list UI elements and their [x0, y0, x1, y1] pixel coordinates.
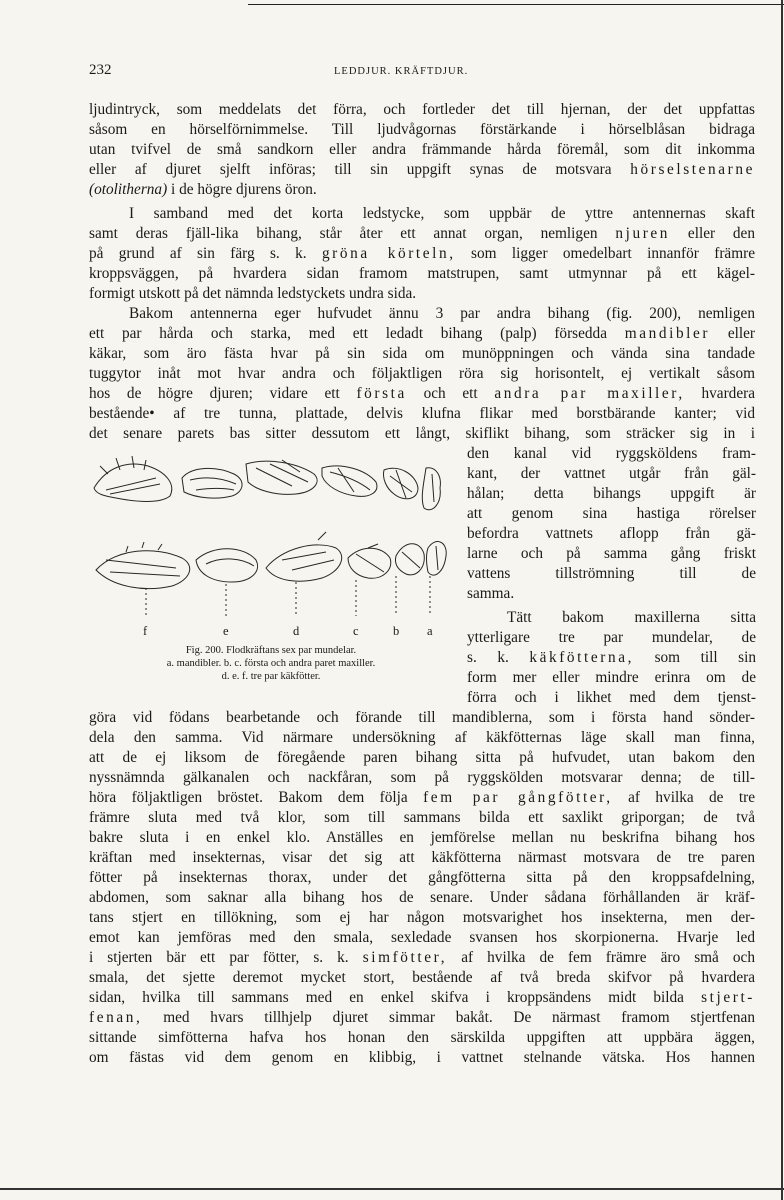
text-line: bestående• af tre tunna, plattade, delvis klufna flikar med borstbärande kanter; vid	[89, 405, 755, 422]
column-line: kant, der vattnet utgår från gäl-	[467, 465, 756, 482]
text-line: fenan, med hvars tillhjelp djuret simmar bakåt. De närmast framom stjertfenan	[89, 1009, 755, 1026]
mouthpart-f-lower	[96, 542, 190, 589]
text-line: I samband med det korta ledstycke, som uppbär de yttre antennernas skaft	[129, 205, 755, 222]
text-line: det senare parets bas sitter dessutom ett långt, skiflikt bihang, som sträcker sig in i	[89, 425, 755, 442]
mouthpart-f-upper	[94, 456, 172, 502]
text-line: emot kan jemföras med den smala, sexledade svansen hos skorpionerna. Hvarje led	[89, 929, 755, 946]
figure-letter-c: c	[353, 624, 359, 638]
text-line: Bakom antennerna eger hufvudet ännu 3 par andra bihang (fig. 200), nemligen	[129, 305, 755, 322]
mouthpart-a-lower	[427, 542, 447, 576]
right-edge-rule	[781, 0, 783, 1200]
column-line: samma.	[467, 585, 515, 602]
figure-letter-b: b	[393, 624, 400, 638]
figure-letter-a: a	[427, 624, 433, 638]
figure-leader-lines	[146, 576, 430, 616]
column-line: ytterligare tre par mundelar, de	[467, 629, 756, 646]
column-line: förra och i likhet med dem tjenst-	[467, 689, 756, 706]
text-line: i stjerten bär ett par fötter, s. k. simfötter, af hvilka de fem främre äro små och	[89, 949, 755, 966]
spaced-term: gröna körteln,	[321, 245, 456, 262]
text-line: ett par hårda och starka, med ett ledadt bihang (palp) försedda mandibler eller	[89, 325, 755, 342]
figure-caption-legend: d. e. f. tre par käkfötter.	[221, 671, 321, 682]
figure-caption-legend: a. mandibler. b. c. första och andra paret maxiller.	[166, 658, 376, 669]
column-line: vattens tillströmning till de	[467, 565, 756, 582]
mouthpart-e-upper	[182, 468, 242, 498]
text-line: (otolitherna) i de högre djurens öron.	[89, 181, 317, 198]
text-line: på grund af sin färg s. k. gröna körteln, som ligger omedelbart innanför främre	[89, 245, 755, 262]
mouthpart-b-lower	[395, 544, 424, 575]
text-line: smala, det sjette deremot mycket stort, bestående af två breda skifvor på hvardera	[89, 969, 755, 986]
text-line: käkar, som äro fästa hvar på sin sida om munöppningen och vända sina tandade	[89, 345, 755, 362]
text-line: dela den samma. Vid närmare undersökning af käkfötternas läge skall man finna,	[89, 729, 755, 746]
text-line: hos de högre djuren; vidare ett första och ett andra par maxiller, hvardera	[89, 385, 755, 402]
text-line: att de ej liksom de föregående paren bihang sitta på hufvudet, utan bakom den	[89, 749, 755, 766]
column-line: Tätt bakom maxillerna sitta	[507, 609, 756, 626]
figure-caption: Fig. 200. Flodkräftans sex par mundelar.	[185, 645, 357, 656]
mouthpart-e-lower	[196, 549, 258, 582]
figure-200-mouthparts	[86, 448, 456, 658]
text-line: tans stjert en tillökning, som ej har någon motsvarighet hos insekterna, men der-	[89, 909, 755, 926]
spaced-term: njuren	[615, 225, 671, 242]
text-line: nyssnämnda gälkanalen och nackfåran, som på ryggskölden motsvarar denna; de till-	[89, 769, 755, 786]
text-line: bakre sluta i en enkel klo. Anställes en jemförelse mellan nu beskrifna bihang hos	[89, 829, 755, 846]
page-number: 232	[89, 62, 112, 78]
text-line: höra följaktligen bröstet. Bakom dem följa fem par gångfötter, af hvilka de tre	[89, 789, 755, 806]
text-line: formigt utskott på det nämnda ledstyckets undra sida.	[89, 285, 417, 302]
column-line: form mer eller mindre erinra om de	[467, 669, 756, 686]
text-line: eller af djuret sjelft införas; till sin uppgift synas de motsvara hörselstenarne	[89, 161, 755, 178]
column-line: hålan; detta bihangs uppgift är	[467, 485, 756, 502]
text-line: sidan, hvilka till sammans med en enkel skifva i kroppsändens midt bilda stjert-	[89, 989, 755, 1006]
text-line: utan tvifvel de små sandkorn eller andra främmande hårda föremål, som dit inkomma	[89, 141, 755, 158]
text-line: samt deras fjäll-lika bihang, står åter ett annat organ, nemligen njuren eller den	[89, 225, 755, 242]
text-line: sittande simfötterna hafva hos honan den särskilda uppgiften att uppbära äggen,	[89, 1029, 755, 1046]
text-line: såsom en hörselförnimmelse. Till ljudvågornas förstärkande i hörselblåsan bidraga	[89, 121, 755, 138]
text-line: abdomen, som saknar alla bihang hos de senare. Under sådana förhållanden är kräf-	[89, 889, 755, 906]
mouthpart-b-upper	[383, 468, 418, 499]
text-line: främre sluta med två klor, som till sammans bilda ett saxlikt griporgan; de två	[89, 809, 755, 826]
running-head: LEDDJUR. KRÄFTDJUR.	[334, 66, 469, 77]
bottom-edge-rule	[0, 1188, 784, 1190]
figure-letter-f: f	[143, 624, 148, 638]
text-line: ljudintryck, som meddelats det förra, och fortleder det till hjernan, der det uppfattas	[89, 101, 755, 118]
column-line: larne och på samma gång friskt	[467, 545, 756, 562]
text-line: om fästas vid dem genom en klibbig, i vattnet stelnande vätska. Hos hannen	[89, 1049, 755, 1066]
column-line: att genom sina hastiga rörelser	[467, 505, 756, 522]
mouthpart-a-upper	[422, 468, 440, 510]
column-line: befordra vattnets aflopp från gä-	[467, 525, 756, 542]
text-line: tuggytor inåt mot hvar andra och följaktligen röra sig horisontelt, ej vertikalt såsom	[89, 365, 755, 382]
figure-letter-d: d	[293, 624, 300, 638]
column-line: den kanal vid ryggsköldens fram-	[467, 445, 756, 462]
mouthpart-c-lower	[348, 544, 391, 578]
mouthpart-c-upper	[322, 466, 377, 496]
mouthpart-d-upper	[246, 460, 317, 494]
text-line: göra vid födans bearbetande och förande till mandiblerna, som i första hand sönder-	[89, 709, 755, 726]
text-line: kräftan med insekternas, visar det sig att käkfötterna närmast motsvara de tre paren	[89, 849, 755, 866]
figure-letter-e: e	[223, 624, 229, 638]
spaced-term: hörselstenarne	[630, 161, 755, 178]
spaced-term: mandibler	[624, 325, 711, 342]
top-rule	[248, 4, 784, 5]
italic-term: (otolitherna)	[89, 181, 168, 198]
column-line: s. k. käkfötterna, som till sin	[467, 649, 756, 666]
mouthpart-d-lower	[266, 532, 342, 581]
text-line: fötter på insekternas thorax, under det gångfötterna sitta på den kroppsafdelning,	[89, 869, 755, 886]
text-line: kroppsväggen, på hvardera sidan framom matstrupen, samt utmynnar på ett kägel-	[89, 265, 755, 282]
